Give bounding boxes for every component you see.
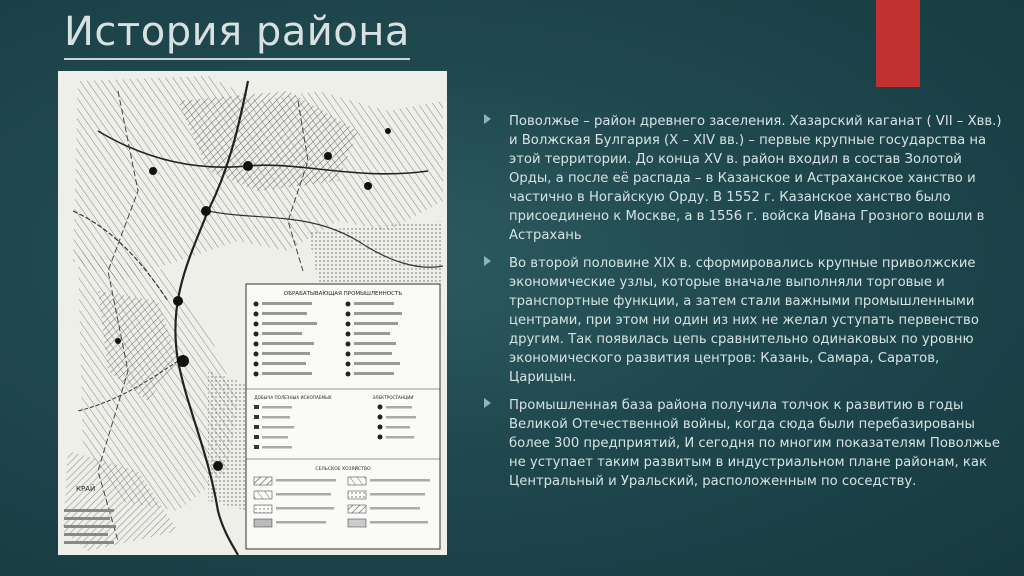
text-content bbox=[484, 112, 1004, 500]
legend-agriculture: СЕЛЬСКОЕ ХОЗЯЙСТВО bbox=[315, 467, 371, 472]
legend-title: ОБРАБАТЫВАЮЩАЯ ПРОМЫШЛЕННОСТЬ bbox=[283, 291, 403, 297]
bullet-item bbox=[484, 254, 1004, 387]
legend-minerals: ДОБЫЧА ПОЛЕЗНЫХ ИСКОПАЕМЫХ bbox=[254, 395, 332, 400]
map-legend bbox=[246, 284, 440, 549]
bullet-text: Поволжье – район древнего заселения. Хазарский каганат ( VII – Хвв.) и Волжская Булгария (Х – XIV вв.) – первые крупные государства на этой территории. До конца XV в. район входил в состав Золотой Орды, а после её распада – в Казанское и Астраханское ханство и частично в Ногайскую Орду. В 1552 г. Казанское ханство было присоединено к Москве, а в 1556 г. войска Ивана Грозного вошли в Астрахань bbox=[509, 114, 1002, 243]
legend-energy: ЭЛЕКТРОСТАНЦИИ bbox=[372, 395, 414, 400]
bullet-text: Промышленная база района получила толчок к развитию в годы Великой Отечественной войны, когда сюда были перебазированы более 300 предприятий, И сегодня по многим показателям Поволжье не уступает таким развитым в индустриальном плане районам, как Центральный и Уральский, расположенным по соседству. bbox=[509, 398, 1000, 489]
bullet-item bbox=[484, 396, 1004, 491]
bullet-item bbox=[484, 112, 1004, 245]
map-label-kray: КРАЙ bbox=[76, 485, 96, 493]
bullet-arrow-icon bbox=[484, 114, 491, 124]
economic-map-illustration bbox=[58, 71, 447, 555]
accent-bar bbox=[876, 0, 920, 87]
slide-title: История района bbox=[64, 8, 410, 60]
map-image bbox=[58, 71, 447, 555]
bullet-arrow-icon bbox=[484, 256, 491, 266]
bullet-text: Во второй половине XIX в. сформировались крупные приволжские экономические узлы, которые вначале выполняли торговые и транспортные функции, а затем стали важными промышленными центрами, при этом ни один из них не желал уступать первенство другим. Так появилась цепь сравнительно одинаковых по уровню экономического развития центров: Казань, Самара, Саратов, Царицын. bbox=[509, 256, 979, 385]
bullet-arrow-icon bbox=[484, 398, 491, 408]
